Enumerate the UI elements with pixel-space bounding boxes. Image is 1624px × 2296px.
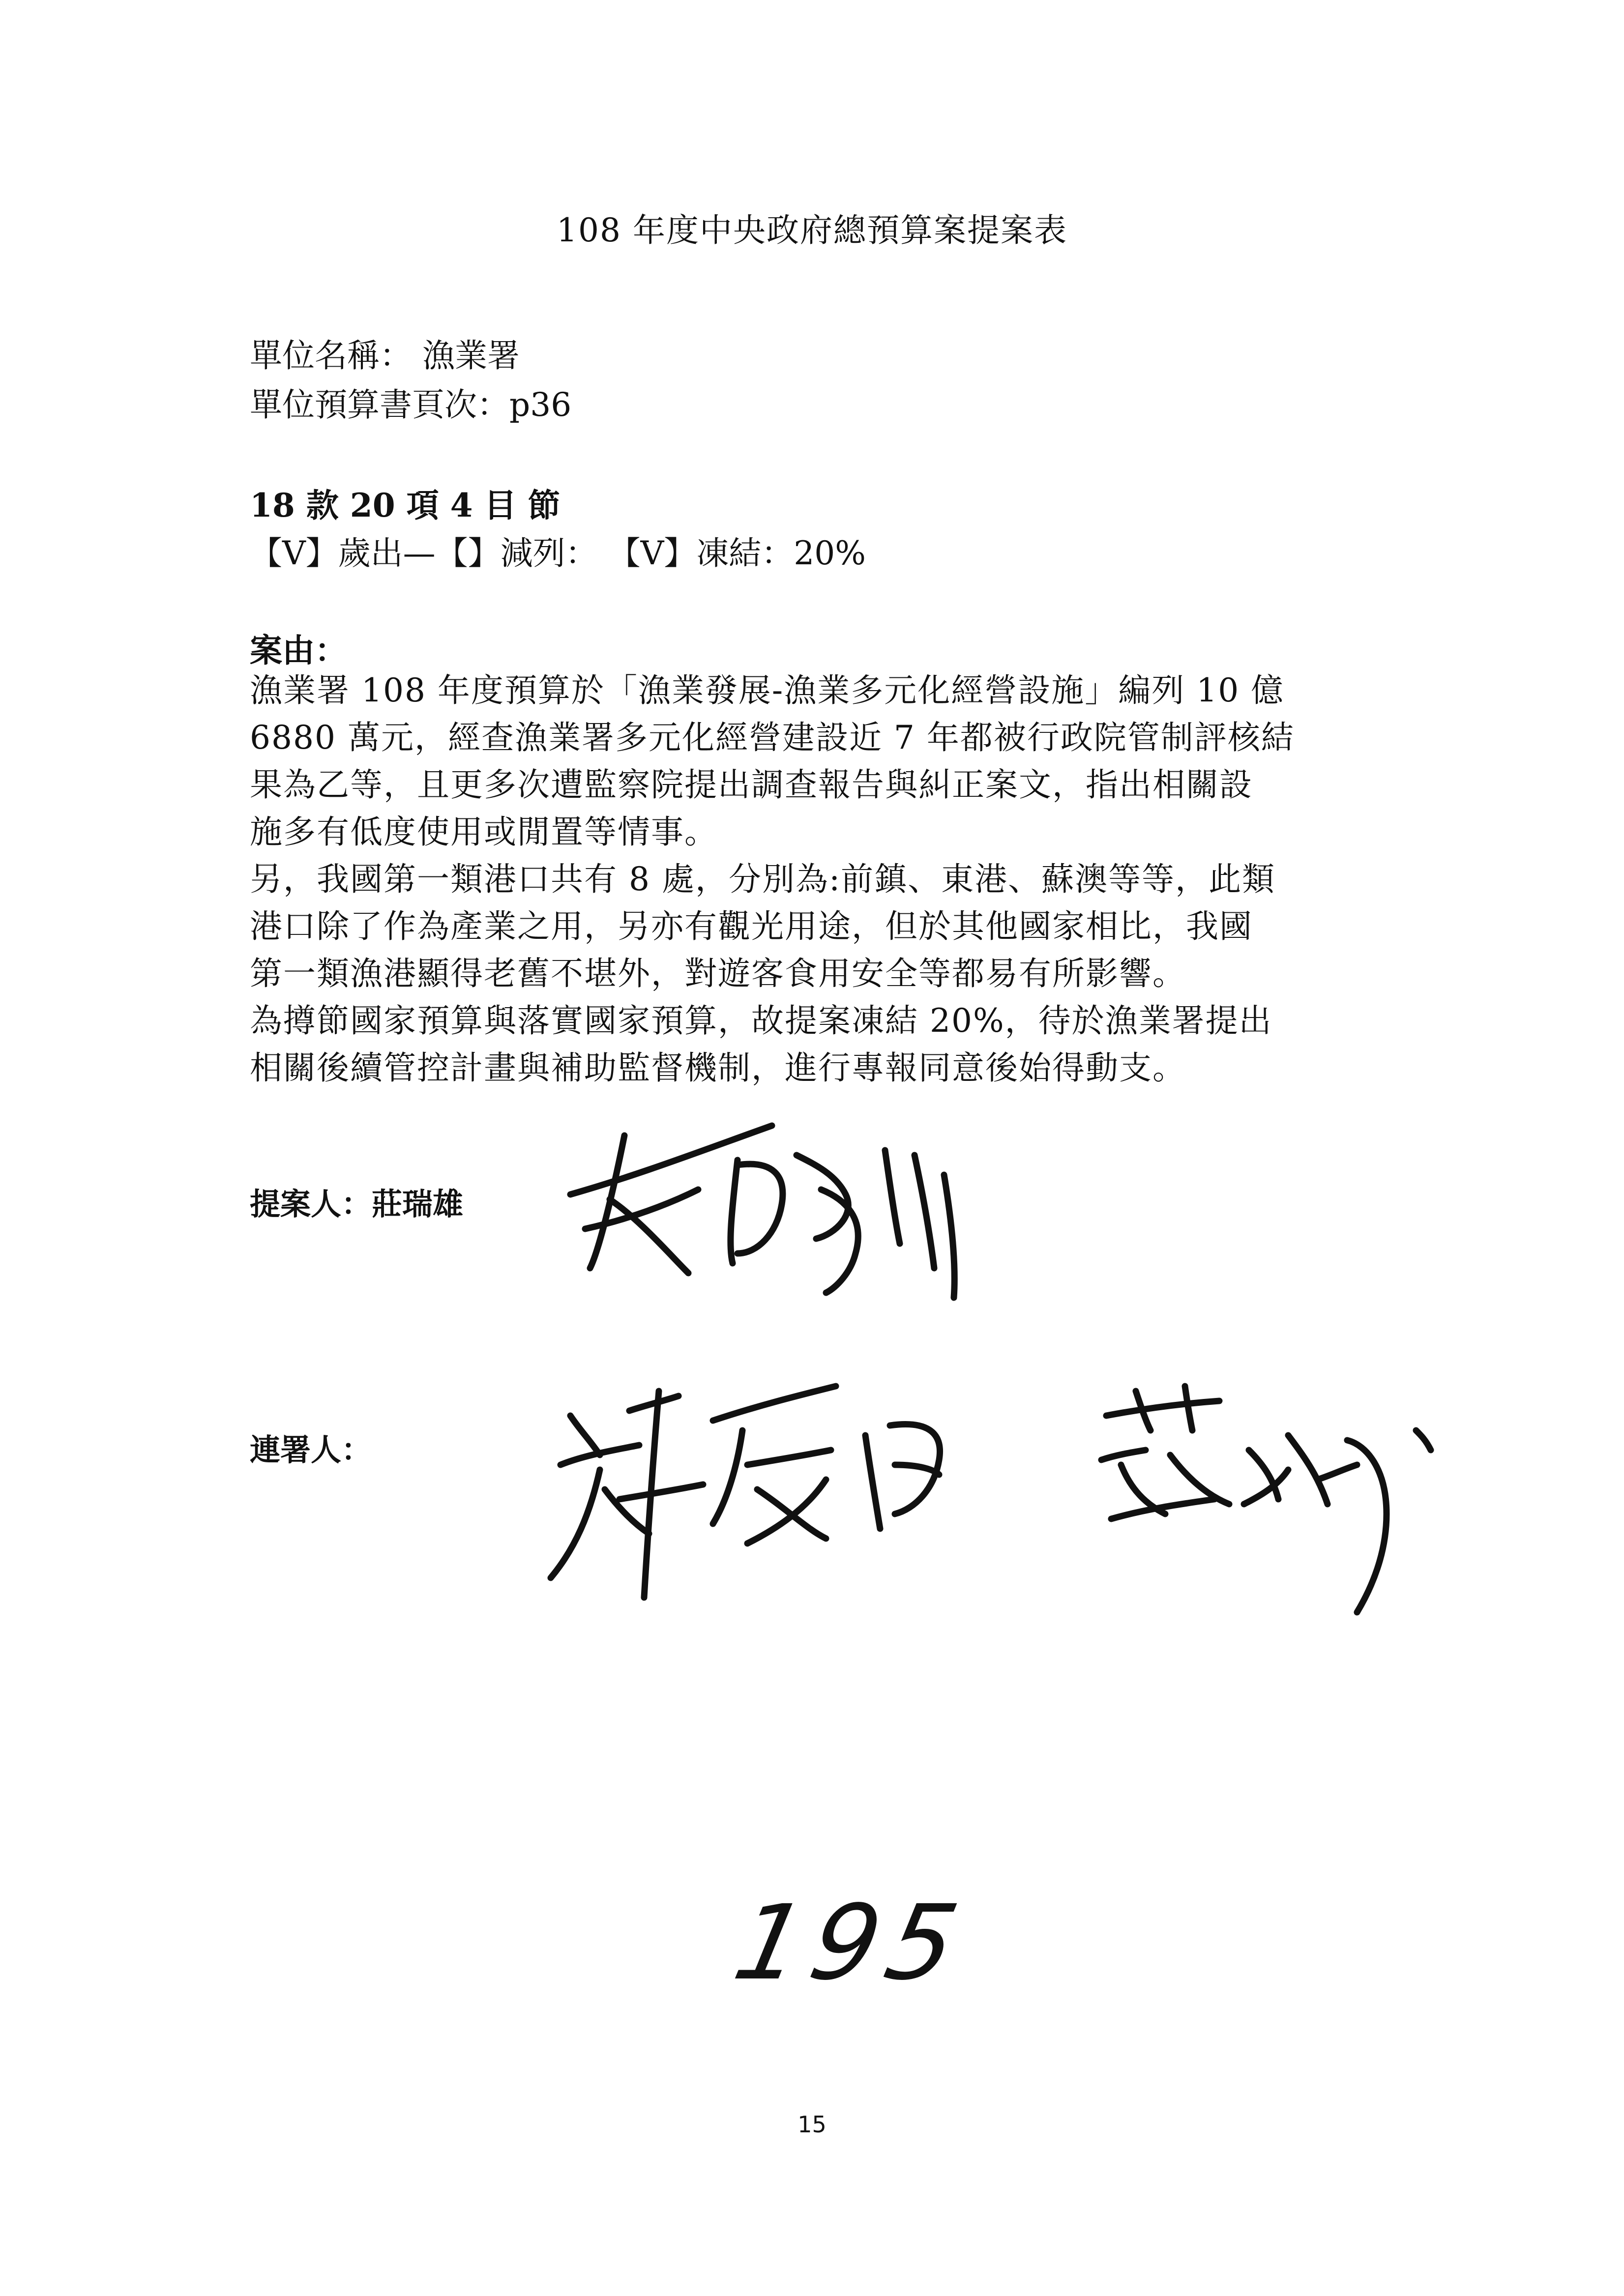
reason-line: 果為乙等，且更多次遭監察院提出調查報告與糾正案文，指出相關設 <box>250 766 1253 804</box>
proposer-signature <box>541 1106 1033 1312</box>
handwritten-number: 195 <box>724 1883 977 2003</box>
cosigner-label: 連署人： <box>250 1432 372 1468</box>
reason-line: 施多有低度使用或閒置等情事。 <box>250 813 718 851</box>
document-title: 108 年度中央政府總預算案提案表 <box>557 211 1067 249</box>
budget-options-line: 【V】歲出—【】減列： 【V】凍結：20% <box>250 534 866 572</box>
reason-line: 第一類漁港顯得老舊不堪外，對遊客食用安全等都易有所影響。 <box>250 955 1186 992</box>
reason-body <box>250 667 1405 1092</box>
budget-item-line: 18 款 20 項 4 目 節 <box>250 486 561 524</box>
cosigner-signature-2 <box>1072 1357 1446 1632</box>
proposer-name: 莊瑞雄 <box>372 1186 464 1222</box>
page-number: 15 <box>797 2111 827 2138</box>
reason-line: 6880 萬元，經查漁業署多元化經營建設近 7 年都被行政院管制評核結 <box>250 719 1295 756</box>
reason-line: 漁業署 108 年度預算於「漁業發展-漁業多元化經營設施」編列 10 億 <box>250 671 1285 709</box>
proposer-label: 提案人： <box>250 1186 372 1222</box>
unit-page-line: 單位預算書頁次：p36 <box>250 386 572 424</box>
unit-name-line: 單位名稱： 漁業署 <box>250 337 520 375</box>
cosigner-signature-1 <box>531 1352 983 1627</box>
reason-heading: 案由： <box>250 631 347 669</box>
proposer-row <box>250 1180 463 1223</box>
reason-line: 相關後續管控計畫與補助監督機制，進行專報同意後始得動支。 <box>250 1049 1186 1087</box>
reason-line: 港口除了作為產業之用，另亦有觀光用途，但於其他國家相比，我國 <box>250 907 1253 945</box>
reason-line: 為撙節國家預算與落實國家預算，故提案凍結 20%，待於漁業署提出 <box>250 1002 1272 1040</box>
reason-line: 另，我國第一類港口共有 8 處，分別為:前鎮、東港、蘇澳等等，此類 <box>250 860 1276 898</box>
